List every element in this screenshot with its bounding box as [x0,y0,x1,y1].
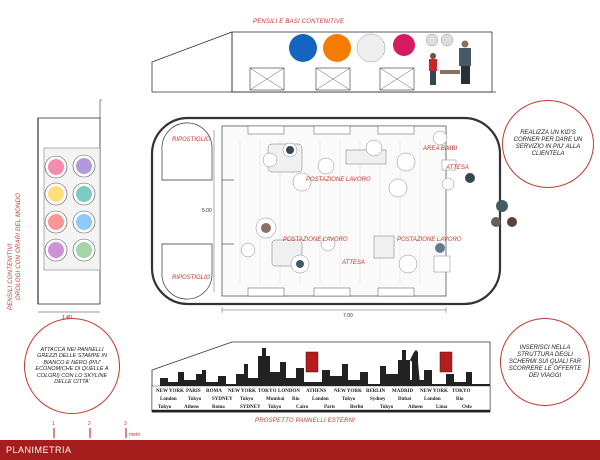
svg-text:Tokyo: Tokyo [268,405,282,410]
note-schermi [500,318,590,406]
visitors-figure-icon [465,173,517,227]
svg-text:SYDNEY: SYDNEY [212,397,233,402]
footer-bar [0,440,600,460]
svg-text:Tokyo: Tokyo [158,405,172,410]
left-elevation [38,100,102,312]
svg-text:Cairo: Cairo [296,405,309,410]
dimension-width: 7.00 [343,313,353,319]
svg-text:Rio: Rio [292,397,300,402]
note-pannelli-text: ATTACCA NEI PANNELLI GREZZI DELLE STAMPE IN BIANCO E NERO (PIU' ECONOMICHE DI QUELLE A COLORI) CON LO SKYLINE DELLE CITTA' [35,346,109,385]
svg-text:TOKYO: TOKYO [258,389,277,394]
left-elevation-label-2: OROLOGI CON ORARI DEL MONDO [16,193,22,300]
svg-text:Berlin: Berlin [350,405,364,410]
svg-text:London: London [160,397,177,402]
clock-orange-icon [323,34,351,62]
svg-text:TOKYO: TOKYO [452,389,471,394]
clock-magenta-icon [393,34,415,56]
svg-text:MADRID: MADRID [392,389,414,394]
svg-text:ROMA: ROMA [206,389,222,394]
scale-mark-1: 1 [52,421,55,427]
svg-text:NEW YORK: NEW YORK [228,389,256,394]
note-pannelli [24,318,120,414]
bottom-elevation-label: PROSPETTO PANNELLI ESTERNI [255,418,356,424]
screen-icon [306,352,318,372]
svg-text:NEW YORK: NEW YORK [334,389,362,394]
svg-text:Paris: Paris [324,405,336,410]
svg-text:BERLIN: BERLIN [366,389,386,394]
top-elevation [152,32,496,92]
svg-text:Athens: Athens [408,405,424,410]
room-postazione-bottom-right: POSTAZIONE LAVORO [397,237,462,243]
note-schermi-text: INSERISCI NELLA STRUTTURA DEGLI SCHERMI SUI QUALI FAR SCORRERE LE OFFERTE DEI VIAGGI [508,344,582,379]
svg-text:SYDNEY: SYDNEY [240,405,261,410]
svg-text:Tokyo: Tokyo [380,405,394,410]
dimension-height: 5.00 [202,208,212,214]
scale-bar [54,428,126,438]
scale-unit: metri [129,432,141,438]
room-ripostiglio-bottom: RIPOSTIGLIO [172,275,211,281]
room-ripostiglio-top: RIPOSTIGLIO [172,137,211,143]
svg-text:Tokyo: Tokyo [342,397,356,402]
note-kids-corner-text: REALIZZA UN KID'S CORNER PER DARE UN SERVIZIO IN PIU' ALLA CLIENTELA [513,130,583,157]
svg-text:Sydney: Sydney [370,397,386,402]
room-postazione-bottom-left: POSTAZIONE LAVORO [283,237,348,243]
svg-text:NEW YORK: NEW YORK [420,389,448,394]
svg-text:PARIS: PARIS [186,389,201,394]
room-area-bimbi: AREA BIMBI [423,146,458,152]
left-elevation-label-1: PENSILI CONTENITIVI [8,243,14,310]
svg-text:NEW YORK: NEW YORK [156,389,184,394]
screen-icon [440,352,452,372]
svg-text:Tokyo: Tokyo [240,397,254,402]
svg-text:Lima: Lima [436,405,448,410]
footer-title: PLANIMETRIA [6,445,72,455]
svg-text:Mumbai: Mumbai [266,397,285,402]
top-elevation-label: PENSILI E BASI CONTENITIVE [253,19,345,25]
svg-text:Tokyo: Tokyo [188,397,202,402]
svg-text:ATHENS: ATHENS [306,389,327,394]
room-attesa-right: ATTESA [446,165,469,171]
room-attesa-bottom: ATTESA [342,260,365,266]
svg-text:LONDON: LONDON [278,389,300,394]
svg-text:Oslo: Oslo [462,405,472,410]
clock-pattern-icon [357,34,385,62]
floor-plan [152,118,517,313]
svg-text:Dubai: Dubai [398,397,412,402]
room-postazione-top: POSTAZIONE LAVORO [306,177,371,183]
clock-blue-icon [289,34,317,62]
note-kids-corner [502,100,594,188]
svg-text:London: London [312,397,329,402]
bottom-elevation [152,342,490,412]
svg-text:Rio: Rio [456,397,464,402]
svg-text:Athens: Athens [184,405,200,410]
scale-mark-3: 3 [124,421,127,427]
dimension-depth: 1.40 [62,315,72,321]
svg-text:Roma: Roma [212,405,225,410]
people-figure-icon [429,41,471,86]
svg-text:London: London [424,397,441,402]
scale-mark-2: 2 [88,421,91,427]
